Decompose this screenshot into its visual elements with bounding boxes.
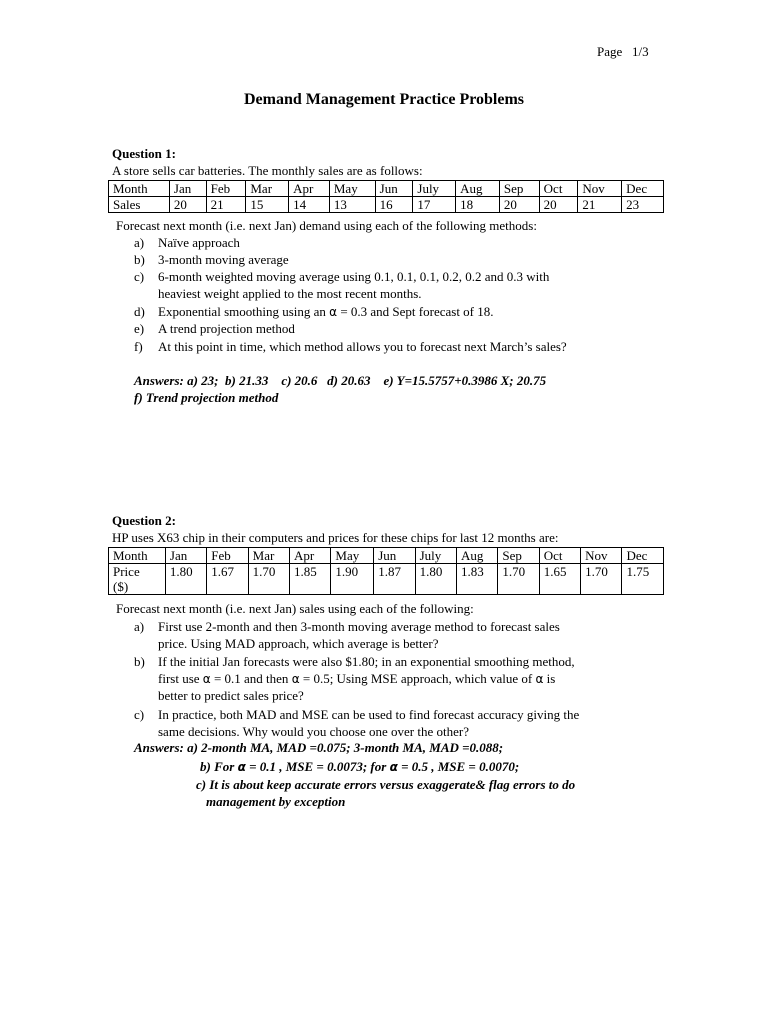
table-cell: 21 xyxy=(206,197,246,213)
table-row xyxy=(109,197,664,213)
list-item-text: same decisions. Why would you choose one over the other? xyxy=(158,724,469,739)
list-item-text: price. Using MAD approach, which average is better? xyxy=(158,636,439,651)
table-header-cell: Dec xyxy=(622,181,664,197)
table-cell: 1.80 xyxy=(415,564,456,595)
table-header-cell: Sales xyxy=(109,197,170,213)
sales-table xyxy=(108,180,664,213)
list-item xyxy=(134,234,654,251)
alpha-symbol: α xyxy=(237,760,246,774)
table-cell: 21 xyxy=(578,197,622,213)
table-header-cell: Month xyxy=(109,181,170,197)
list-item xyxy=(134,320,654,337)
list-item xyxy=(134,618,664,652)
table-header-cell: May xyxy=(329,181,375,197)
table-cell: 20 xyxy=(169,197,206,213)
table-cell: 1.75 xyxy=(622,564,664,595)
list-item-text: A trend projection method xyxy=(158,321,295,336)
page-title: Demand Management Practice Problems xyxy=(243,91,525,108)
question-1-heading: Question 1: xyxy=(112,146,176,161)
list-item-text: heaviest weight applied to the most recent months. xyxy=(158,286,422,301)
alpha-symbol: α xyxy=(389,760,398,774)
table-header-cell: Jan xyxy=(165,548,206,564)
table-header-cell: Nov xyxy=(578,181,622,197)
table-cell: 15 xyxy=(246,197,289,213)
list-item-text: better to predict sales price? xyxy=(158,688,304,703)
table-header-cell: July xyxy=(413,181,456,197)
table-header-cell: Apr xyxy=(290,548,331,564)
table-header-cell: Oct xyxy=(539,181,578,197)
list-item-text: In practice, both MAD and MSE can be used to find forecast accuracy giving the xyxy=(158,707,580,722)
list-item-text: First use 2-month and then 3-month moving average method to forecast sales xyxy=(158,619,560,634)
list-item-text: Exponential smoothing using an α = 0.3 and Sept forecast of 18. xyxy=(158,304,494,319)
list-item xyxy=(134,338,654,355)
table-cell: 20 xyxy=(539,197,578,213)
table-cell: 16 xyxy=(375,197,413,213)
table-cell: 1.85 xyxy=(290,564,331,595)
table-cell: 1.80 xyxy=(165,564,206,595)
table-header-cell: July xyxy=(415,548,456,564)
table-cell: 20 xyxy=(499,197,539,213)
question-2-answers-b: b) For α = 0.1 , MSE = 0.0073; for α = 0.5 , MSE = 0.0070; xyxy=(200,759,520,774)
list-item-label: b) xyxy=(134,654,145,669)
question-2-answers-c-cont: management by exception xyxy=(206,794,346,809)
table-cell: 13 xyxy=(329,197,375,213)
table-header-cell: Month xyxy=(109,548,166,564)
alpha-symbol: α xyxy=(329,305,338,319)
table-header-cell: Apr xyxy=(289,181,330,197)
list-item-label: c) xyxy=(134,269,145,284)
list-item xyxy=(134,251,654,268)
list-item-label: c) xyxy=(134,707,145,722)
table-row xyxy=(109,181,664,197)
question-1-prompt: Forecast next month (i.e. next Jan) demand using each of the following methods: xyxy=(116,218,537,233)
table-cell: 1.67 xyxy=(207,564,248,595)
table-header-cell: Oct xyxy=(539,548,580,564)
list-item-label: b) xyxy=(134,252,145,267)
table-cell: 23 xyxy=(622,197,664,213)
list-item-text: 6-month weighted moving average using 0.1, 0.1, 0.1, 0.2, 0.2 and 0.3 with xyxy=(158,269,550,284)
table-header-cell: Nov xyxy=(581,548,622,564)
table-header-cell: Feb xyxy=(206,181,246,197)
question-1-answers: Answers: a) 23; b) 21.33 c) 20.6 d) 20.63 e) Y=15.5757+0.3986 X; 20.75 xyxy=(134,373,547,388)
table-cell: 1.65 xyxy=(539,564,580,595)
table-header-cell: Mar xyxy=(248,548,289,564)
question-2-answers-c: c) It is about keep accurate errors versus exaggerate& flag errors to do xyxy=(196,777,576,792)
table-cell: 17 xyxy=(413,197,456,213)
question-2-prompt: Forecast next month (i.e. next Jan) sales using each of the following: xyxy=(116,601,474,616)
table-row xyxy=(109,564,664,595)
table-row xyxy=(109,548,664,564)
list-item-text: At this point in time, which method allows you to forecast next March’s sales? xyxy=(158,339,567,354)
question-2-heading: Question 2: xyxy=(112,513,176,528)
table-header-cell: Aug xyxy=(456,181,500,197)
list-item-text: If the initial Jan forecasts were also $1.80; in an exponential smoothing method, xyxy=(158,654,575,669)
list-item-label: e) xyxy=(134,321,145,336)
list-item-text: 3-month moving average xyxy=(158,252,289,267)
table-cell: 1.70 xyxy=(498,564,539,595)
table-header-cell: Sep xyxy=(499,181,539,197)
page-number: Page 1/3 xyxy=(597,44,649,59)
table-header-cell: Aug xyxy=(456,548,497,564)
list-item-label: a) xyxy=(134,619,145,634)
list-item-label: a) xyxy=(134,235,145,250)
table-header-cell: Feb xyxy=(207,548,248,564)
table-cell: 1.70 xyxy=(248,564,289,595)
table-cell: 14 xyxy=(289,197,330,213)
table-header-cell: Price ($) xyxy=(109,564,166,595)
question-1-intro: A store sells car batteries. The monthly sales are as follows: xyxy=(112,163,423,178)
table-header-cell: Jan xyxy=(169,181,206,197)
alpha-symbol: α xyxy=(535,672,544,686)
list-item xyxy=(134,706,664,740)
alpha-symbol: α xyxy=(202,672,211,686)
price-table xyxy=(108,547,664,595)
table-cell: 1.83 xyxy=(456,564,497,595)
table-cell: 1.90 xyxy=(331,564,374,595)
table-header-cell: Sep xyxy=(498,548,539,564)
table-header-cell: May xyxy=(331,548,374,564)
list-item xyxy=(134,653,664,704)
table-header-cell: Jun xyxy=(374,548,415,564)
table-header-cell: Mar xyxy=(246,181,289,197)
list-item xyxy=(134,268,654,302)
question-2-intro: HP uses X63 chip in their computers and prices for these chips for last 12 months are: xyxy=(112,530,559,545)
alpha-symbol: α xyxy=(291,672,300,686)
question-2-answers-a: Answers: a) 2-month MA, MAD =0.075; 3-month MA, MAD =0.088; xyxy=(134,740,504,755)
list-item-text: Naïve approach xyxy=(158,235,240,250)
list-item-text: first use α = 0.1 and then α = 0.5; Using MSE approach, which value of α is xyxy=(158,671,556,686)
table-cell: 1.87 xyxy=(374,564,415,595)
table-cell: 18 xyxy=(456,197,500,213)
list-item-label: f) xyxy=(134,339,143,354)
list-item xyxy=(134,303,654,320)
question-1-answers-cont: f) Trend projection method xyxy=(134,390,279,405)
list-item-label: d) xyxy=(134,304,145,319)
table-header-cell: Jun xyxy=(375,181,413,197)
table-header-cell: Dec xyxy=(622,548,664,564)
table-cell: 1.70 xyxy=(581,564,622,595)
